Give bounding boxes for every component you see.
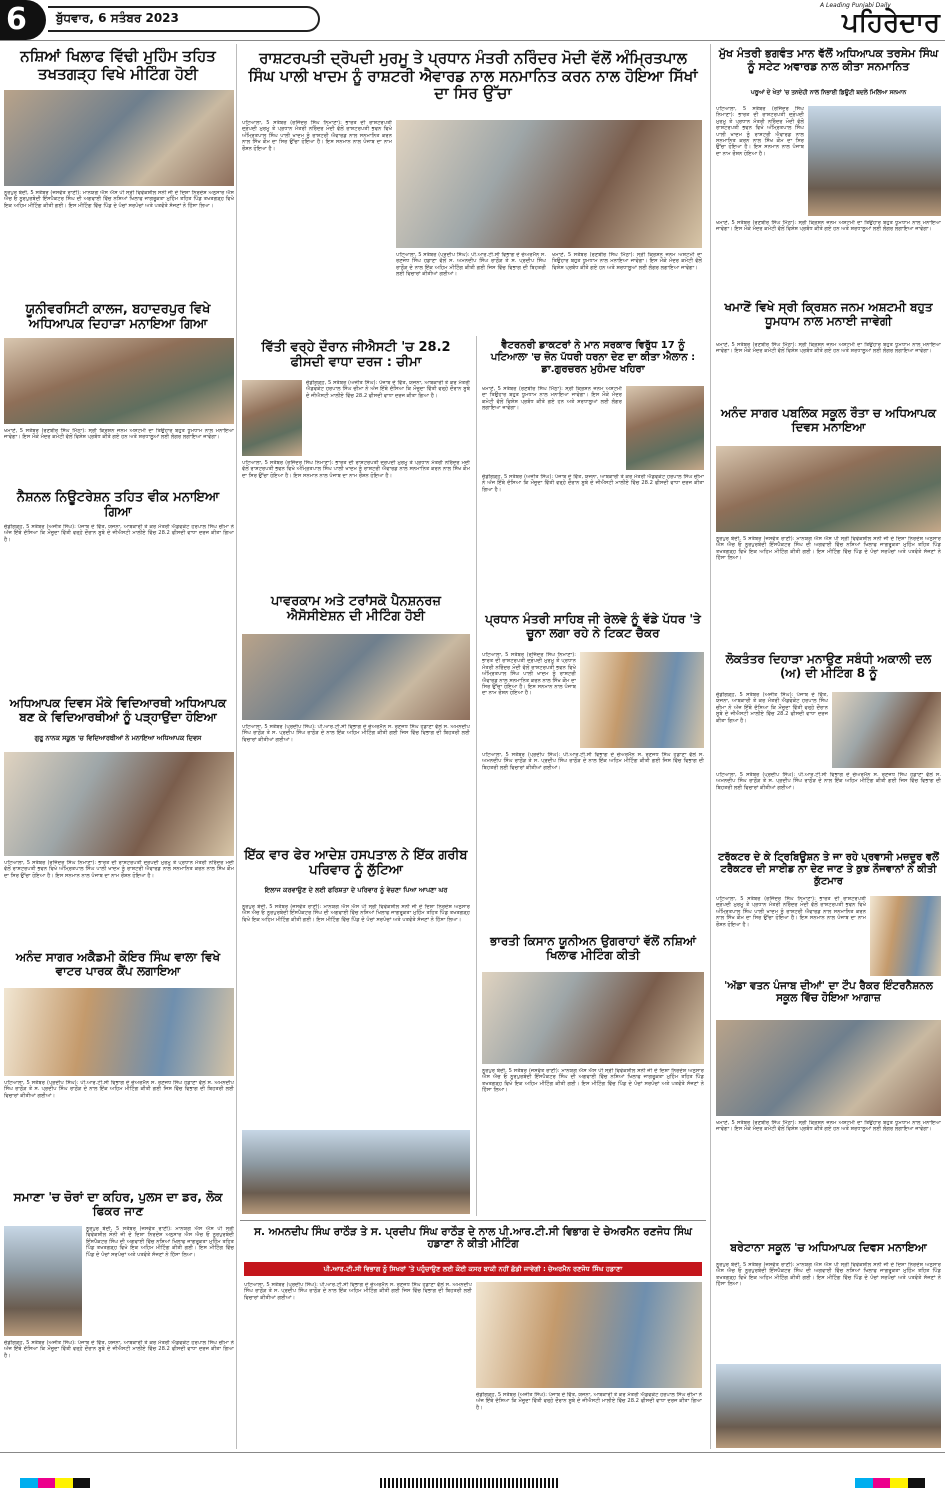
footer: [0, 1452, 945, 1507]
bottom-text-col-1: ਪਟਿਆਲਾ, 5 ਸਤੰਬਰ (ਪ੍ਰਦੀਪ ਸਿੰਘ): ਪੀ.ਆਰ.ਟੀ.ਸੀ ਵਿਭਾਗ ਦੇ ਚੇਅਰਮੈਨ ਸ. ਰਣਜੋਧ ਸਿੰਘ ਹਡਾਣਾ ਵੱਲੋਂ ਸ. ਅਮਨਦੀਪ ਸਿੰਘ ਰਾਠੌੜ ਤੇ ਸ. ਪ੍ਰਦੀਪ ਸਿੰਘ ਰਾਠੌੜ ਦੇ ਨਾਲ ਇੱਕ ਅਹਿਮ ਮੀਟਿੰਗ ਕੀਤੀ ਗਈ ਜਿਸ ਵਿੱਚ ਵਿਭਾਗ ਦੀ ਬਿਹਤਰੀ ਲਈ ਵਿਚਾਰਾਂ ਕੀਤੀਆਂ ਗਈਆਂ।: [244, 1282, 472, 1301]
masthead-rule: [0, 40, 945, 41]
article-right-2-headline: ਖਮਾਣੋਂ ਵਿਖੇ ਸ੍ਰੀ ਕ੍ਰਿਸ਼ਨ ਜਨਮ ਅਸ਼ਟਮੀ ਬਹੁਤ ਧੂਮਧਾਮ ਨਾਲ ਮਨਾਈ ਜਾਵੇਗੀ: [724, 300, 933, 329]
article-mid-3-photo: [242, 1130, 470, 1214]
article-right-5-headline: ਟਰੱਕਟਰ ਦੇ ਕੇ ਟ੍ਰਿਬਿਊਸ਼ਨ ਤੇ ਜਾ ਰਹੇ ਪ੍ਰਵਾਸੀ ਮਜ਼ਦੂਰ ਵਲੋਂ ਟਰੈਕਟਰ ਦੀ ਸਾਈਡ ਨਾ ਦੇਣ ਜਾਣ ਤੇ ਕੁਝ ਨੌਜਵਾਨਾਂ ਨੇ ਕੀਤੀ ਕੁੱਟਮਾਰ: [718, 852, 939, 887]
article-c2-1-text-b: ਚੰਡੀਗੜ੍ਹ, 5 ਸਤੰਬਰ (ਅਜੀਤ ਸਿੰਘ): ਪੰਜਾਬ ਦੇ ਵਿੱਤ, ਯੋਜਨਾ, ਆਬਕਾਰੀ ਤੇ ਕਰ ਮੰਤਰੀ ਐਡਵੋਕੇਟ ਹਰਪਾਲ ਸਿੰਘ ਚੀਮਾ ਨੇ ਅੱਜ ਇੱਥੇ ਦੱਸਿਆ ਕਿ ਮੌਜੂਦਾ ਵਿੱਤੀ ਵਰ੍ਹੇ ਦੌਰਾਨ ਸੂਬੇ ਦੇ ਜੀਐਸਟੀ ਮਾਲੀਏ ਵਿੱਚ 28.2 ਫੀਸਦੀ ਵਾਧਾ ਦਰਜ ਕੀਤਾ ਗਿਆ ਹੈ।: [482, 474, 704, 493]
left-column: [2, 44, 234, 1449]
article-right-3-headline: ਅਨੰਦ ਸਾਗਰ ਪਬਲਿਕ ਸਕੂਲ ਰੌਤਾ ਚ ਅਧਿਆਪਕ ਦਿਵਸ ਮਨਾਇਆ: [720, 406, 937, 435]
masthead: [0, 0, 945, 42]
article-mid-1-text: ਚੰਡੀਗੜ੍ਹ, 5 ਸਤੰਬਰ (ਅਜੀਤ ਸਿੰਘ): ਪੰਜਾਬ ਦੇ ਵਿੱਤ, ਯੋਜਨਾ, ਆਬਕਾਰੀ ਤੇ ਕਰ ਮੰਤਰੀ ਐਡਵੋਕੇਟ ਹਰਪਾਲ ਸਿੰਘ ਚੀਮਾ ਨੇ ਅੱਜ ਇੱਥੇ ਦੱਸਿਆ ਕਿ ਮੌਜੂਦਾ ਵਿੱਤੀ ਵਰ੍ਹੇ ਦੌਰਾਨ ਸੂਬੇ ਦੇ ਜੀਐਸਟੀ ਮਾਲੀਏ ਵਿੱਚ 28.2 ਫੀਸਦੀ ਵਾਧਾ ਦਰਜ ਕੀਤਾ ਗਿਆ ਹੈ।: [306, 380, 470, 399]
lead-text-col-1: ਪਟਿਆਲਾ, 5 ਸਤੰਬਰ (ਰਜਿੰਦਰ ਸਿੰਘ ਨਿਮਾਣਾ): ਭਾਰਤ ਦੀ ਰਾਸ਼ਟਰਪਤੀ ਦ੍ਰੋਪਦੀ ਮੁਰਮੂ ਤੇ ਪ੍ਰਧਾਨ ਮੰਤਰੀ ਨਰਿੰਦਰ ਮੋਦੀ ਵੱਲੋਂ ਰਾਸ਼ਟਰਪਤੀ ਭਵਨ ਵਿਖੇ ਅੰਮ੍ਰਿਤਪਾਲ ਸਿੰਘ ਪਾਲੀ ਖਾਦਮ ਨੂੰ ਰਾਸ਼ਟਰੀ ਐਵਾਰਡ ਨਾਲ ਸਨਮਾਨਿਤ ਕਰਨ ਨਾਲ ਸਿੱਖ ਕੌਮ ਦਾ ਸਿਰ ਉੱਚਾ ਹੋਇਆ ਹੈ। ਇਸ ਸਨਮਾਨ ਨਾਲ ਪੰਜਾਬ ਦਾ ਨਾਮ ਰੌਸ਼ਨ ਹੋਇਆ ਹੈ।: [242, 120, 392, 152]
article-right-5-photo: [870, 896, 941, 976]
article-left-5-photo: [4, 988, 234, 1076]
column-rule-1: [236, 44, 237, 1449]
article-left-6-text: ਚੰਡੀਗੜ੍ਹ, 5 ਸਤੰਬਰ (ਅਜੀਤ ਸਿੰਘ): ਪੰਜਾਬ ਦੇ ਵਿੱਤ, ਯੋਜਨਾ, ਆਬਕਾਰੀ ਤੇ ਕਰ ਮੰਤਰੀ ਐਡਵੋਕੇਟ ਹਰਪਾਲ ਸਿੰਘ ਚੀਮਾ ਨੇ ਅੱਜ ਇੱਥੇ ਦੱਸਿਆ ਕਿ ਮੌਜੂਦਾ ਵਿੱਤੀ ਵਰ੍ਹੇ ਦੌਰਾਨ ਸੂਬੇ ਦੇ ਜੀਐਸਟੀ ਮਾਲੀਏ ਵਿੱਚ 28.2 ਫੀਸਦੀ ਵਾਧਾ ਦਰਜ ਕੀਤਾ ਗਿਆ ਹੈ।: [4, 1340, 234, 1359]
color-registration-left: [20, 1478, 90, 1488]
issue-date: ਬੁੱਧਵਾਰ, 6 ਸਤੰਬਰ 2023: [56, 11, 179, 25]
article-mid-2-headline: ਪਾਵਰਕਾਮ ਅਤੇ ਟਰਾਂਸਕੋ ਪੈਨਸ਼ਨਰਜ਼ ਐਸੋਸੀਏਸ਼ਨ ਦੀ ਮੀਟਿੰਗ ਹੋਈ: [271, 594, 441, 625]
article-mid-2-text: ਪਟਿਆਲਾ, 5 ਸਤੰਬਰ (ਪ੍ਰਦੀਪ ਸਿੰਘ): ਪੀ.ਆਰ.ਟੀ.ਸੀ ਵਿਭਾਗ ਦੇ ਚੇਅਰਮੈਨ ਸ. ਰਣਜੋਧ ਸਿੰਘ ਹਡਾਣਾ ਵੱਲੋਂ ਸ. ਅਮਨਦੀਪ ਸਿੰਘ ਰਾਠੌੜ ਤੇ ਸ. ਪ੍ਰਦੀਪ ਸਿੰਘ ਰਾਠੌੜ ਦੇ ਨਾਲ ਇੱਕ ਅਹਿਮ ਮੀਟਿੰਗ ਕੀਤੀ ਗਈ ਜਿਸ ਵਿੱਚ ਵਿਭਾਗ ਦੀ ਬਿਹਤਰੀ ਲਈ ਵਿਚਾਰਾਂ ਕੀਤੀਆਂ ਗਈਆਂ।: [242, 724, 470, 743]
article-left-4-headline: ਅਧਿਆਪਕ ਦਿਵਸ ਮੌਕੇ ਵਿਦਿਆਰਥੀ ਅਧਿਆਪਕ ਬਣ ਕੇ ਵਿਦਿਆਰਥੀਆਂ ਨੂੰ ਪੜ੍ਹਾਉਂਦਾ ਹੋਇਆ: [9, 696, 227, 725]
article-right-1-photo: [808, 106, 941, 216]
paper-name: ਪਹਿਰੇਦਾਰ: [842, 8, 940, 38]
article-right-1-text-b: ਖਮਾਣੋਂ, 5 ਸਤੰਬਰ (ਰਣਬੀਰ ਸਿੰਘ ਮਿੱਠਾ): ਸ੍ਰੀ ਕ੍ਰਿਸ਼ਨ ਜਨਮ ਅਸ਼ਟਮੀ ਦਾ ਤਿਉਹਾਰ ਬਹੁਤ ਧੂਮਧਾਮ ਨਾਲ ਮਨਾਇਆ ਜਾਵੇਗਾ। ਇਸ ਮੌਕੇ ਮੰਦਰ ਕਮੇਟੀ ਵੱਲੋਂ ਵਿਸ਼ੇਸ਼ ਪ੍ਰਬੰਧ ਕੀਤੇ ਗਏ ਹਨ ਅਤੇ ਸ਼ਰਧਾਲੂਆਂ ਲਈ ਲੰਗਰ ਲਗਾਇਆ ਜਾਵੇਗਾ।: [716, 220, 941, 233]
article-left-3-headline: ਨੈਸ਼ਨਲ ਨਿਊਟਰੇਸ਼ਨ ਤਹਿਤ ਵੀਕ ਮਨਾਇਆ ਗਿਆ: [16, 490, 220, 521]
article-right-3-photo: [716, 446, 941, 532]
bottom-subhead: ਪੀ.ਆਰ.ਟੀ.ਸੀ ਵਿਭਾਗ ਨੂੰ ਸਿਖਰਾਂ 'ਤੇ ਪਹੁੰਚਾਉਣ ਲਈ ਕੋਈ ਕਸਰ ਬਾਕੀ ਨਹੀਂ ਛੱਡੀ ਜਾਵੇਗੀ : ਚੇਅਰਮੈਨ ਰਣਜੋਧ ਸਿੰਘ ਹਡਾਣਾ: [323, 1265, 623, 1273]
article-right-3-text: ਨੂਰਪੁਰ ਬੇਦੀ, 5 ਸਤੰਬਰ (ਜਸਵੰਤ ਰਾਣੀ): ਮਾਨਯੋਗ ਐਸ ਐਸ ਪੀ ਸ੍ਰੀ ਵਿਵੇਕਸ਼ੀਲ ਸੋਨੀ ਜੀ ਦੇ ਦਿਸ਼ਾ ਨਿਰਦੇਸ਼ ਅਨੁਸਾਰ ਐਸ ਐਚ ਓ ਨੂਰਪੁਰਬੇਦੀ ਇੰਸਪੈਕਟਰ ਸਿੰਘ ਦੀ ਅਗਵਾਈ ਵਿੱਚ ਨਸ਼ਿਆਂ ਖਿਲਾਫ ਜਾਗਰੂਕਤਾ ਮੁਹਿੰਮ ਤਹਿਤ ਪਿੰਡ ਤਖਤਗੜ੍ਹ ਵਿਖੇ ਇਕ ਅਹਿਮ ਮੀਟਿੰਗ ਕੀਤੀ ਗਈ। ਇਸ ਮੀਟਿੰਗ ਵਿੱਚ ਪਿੰਡ ਦੇ ਪੰਚਾਂ ਸਰਪੰਚਾਂ ਅਤੇ ਪਤਵੰਤੇ ਸੱਜਣਾਂ ਨੇ ਹਿੱਸਾ ਲਿਆ।: [716, 536, 941, 562]
article-c2-2-photo: [580, 652, 704, 748]
article-c2-1-headline: ਵੈਟਰਨਰੀ ਡਾਕਟਰਾਂ ਨੇ ਮਾਨ ਸਰਕਾਰ ਵਿਰੁੱਧ 17 ਨੂੰ ਪਟਿਆਲਾ 'ਚ ਜ਼ੋਨ ਪੱਧਰੀ ਧਰਨਾ ਦੇਣ ਦਾ ਕੀਤਾ ਐਲਾਨ : ਡਾ.ਗੁਰਚਰਨ ਮੁਹੰਮਦ ਖਹਿਰਾ: [490, 340, 696, 375]
article-left-4-photo: [4, 752, 234, 856]
lead-story: [240, 44, 706, 332]
article-mid-1-photo: [242, 380, 302, 456]
article-mid-3-text: ਨੂਰਪੁਰ ਬੇਦੀ, 5 ਸਤੰਬਰ (ਜਸਵੰਤ ਰਾਣੀ): ਮਾਨਯੋਗ ਐਸ ਐਸ ਪੀ ਸ੍ਰੀ ਵਿਵੇਕਸ਼ੀਲ ਸੋਨੀ ਜੀ ਦੇ ਦਿਸ਼ਾ ਨਿਰਦੇਸ਼ ਅਨੁਸਾਰ ਐਸ ਐਚ ਓ ਨੂਰਪੁਰਬੇਦੀ ਇੰਸਪੈਕਟਰ ਸਿੰਘ ਦੀ ਅਗਵਾਈ ਵਿੱਚ ਨਸ਼ਿਆਂ ਖਿਲਾਫ ਜਾਗਰੂਕਤਾ ਮੁਹਿੰਮ ਤਹਿਤ ਪਿੰਡ ਤਖਤਗੜ੍ਹ ਵਿਖੇ ਇਕ ਅਹਿਮ ਮੀਟਿੰਗ ਕੀਤੀ ਗਈ। ਇਸ ਮੀਟਿੰਗ ਵਿੱਚ ਪਿੰਡ ਦੇ ਪੰਚਾਂ ਸਰਪੰਚਾਂ ਅਤੇ ਪਤਵੰਤੇ ਸੱਜਣਾਂ ਨੇ ਹਿੱਸਾ ਲਿਆ।: [242, 904, 470, 923]
article-c2-2-text: ਪਟਿਆਲਾ, 5 ਸਤੰਬਰ (ਰਜਿੰਦਰ ਸਿੰਘ ਨਿਮਾਣਾ): ਭਾਰਤ ਦੀ ਰਾਸ਼ਟਰਪਤੀ ਦ੍ਰੋਪਦੀ ਮੁਰਮੂ ਤੇ ਪ੍ਰਧਾਨ ਮੰਤਰੀ ਨਰਿੰਦਰ ਮੋਦੀ ਵੱਲੋਂ ਰਾਸ਼ਟਰਪਤੀ ਭਵਨ ਵਿਖੇ ਅੰਮ੍ਰਿਤਪਾਲ ਸਿੰਘ ਪਾਲੀ ਖਾਦਮ ਨੂੰ ਰਾਸ਼ਟਰੀ ਐਵਾਰਡ ਨਾਲ ਸਨਮਾਨਿਤ ਕਰਨ ਨਾਲ ਸਿੱਖ ਕੌਮ ਦਾ ਸਿਰ ਉੱਚਾ ਹੋਇਆ ਹੈ। ਇਸ ਸਨਮਾਨ ਨਾਲ ਪੰਜਾਬ ਦਾ ਨਾਮ ਰੌਸ਼ਨ ਹੋਇਆ ਹੈ।: [482, 652, 576, 697]
lead-headline: ਰਾਸ਼ਟਰਪਤੀ ਦ੍ਰੋਪਦੀ ਮੁਰਮੂ ਤੇ ਪ੍ਰਧਾਨ ਮੰਤਰੀ ਨਰਿੰਦਰ ਮੋਦੀ ਵੱਲੋਂ ਅੰਮ੍ਰਿਤਪਾਲ ਸਿੰਘ ਪਾਲੀ ਖਾਦਮ ਨੂੰ ਰਾਸ਼ਟਰੀ ਐਵਾਰਡ ਨਾਲ ਸਨਮਾਨਿਤ ਕਰਨ ਨਾਲ ਹੋਇਆ ਸਿੱਖਾਂ ਦਾ ਸਿਰ ਉੱਚਾ: [248, 49, 698, 103]
article-right-2-text: ਖਮਾਣੋਂ, 5 ਸਤੰਬਰ (ਰਣਬੀਰ ਸਿੰਘ ਮਿੱਠਾ): ਸ੍ਰੀ ਕ੍ਰਿਸ਼ਨ ਜਨਮ ਅਸ਼ਟਮੀ ਦਾ ਤਿਉਹਾਰ ਬਹੁਤ ਧੂਮਧਾਮ ਨਾਲ ਮਨਾਇਆ ਜਾਵੇਗਾ। ਇਸ ਮੌਕੇ ਮੰਦਰ ਕਮੇਟੀ ਵੱਲੋਂ ਵਿਸ਼ੇਸ਼ ਪ੍ਰਬੰਧ ਕੀਤੇ ਗਏ ਹਨ ਅਤੇ ਸ਼ਰਧਾਲੂਆਂ ਲਈ ਲੰਗਰ ਲਗਾਇਆ ਜਾਵੇਗਾ।: [716, 342, 941, 355]
article-left-3-text: ਚੰਡੀਗੜ੍ਹ, 5 ਸਤੰਬਰ (ਅਜੀਤ ਸਿੰਘ): ਪੰਜਾਬ ਦੇ ਵਿੱਤ, ਯੋਜਨਾ, ਆਬਕਾਰੀ ਤੇ ਕਰ ਮੰਤਰੀ ਐਡਵੋਕੇਟ ਹਰਪਾਲ ਸਿੰਘ ਚੀਮਾ ਨੇ ਅੱਜ ਇੱਥੇ ਦੱਸਿਆ ਕਿ ਮੌਜੂਦਾ ਵਿੱਤੀ ਵਰ੍ਹੇ ਦੌਰਾਨ ਸੂਬੇ ਦੇ ਜੀਐਸਟੀ ਮਾਲੀਏ ਵਿੱਚ 28.2 ਫੀਸਦੀ ਵਾਧਾ ਦਰਜ ਕੀਤਾ ਗਿਆ ਹੈ।: [4, 524, 234, 543]
article-left-1-headline: ਨਸ਼ਿਆਂ ਖਿਲਾਫ ਵਿੱਢੀ ਮੁਹਿੰਮ ਤਹਿਤ ਤਖਤਗੜ੍ਹ ਵਿਖੇ ਮੀਟਿੰਗ ਹੋਈ: [20, 47, 216, 83]
article-c2-3-text: ਨੂਰਪੁਰ ਬੇਦੀ, 5 ਸਤੰਬਰ (ਜਸਵੰਤ ਰਾਣੀ): ਮਾਨਯੋਗ ਐਸ ਐਸ ਪੀ ਸ੍ਰੀ ਵਿਵੇਕਸ਼ੀਲ ਸੋਨੀ ਜੀ ਦੇ ਦਿਸ਼ਾ ਨਿਰਦੇਸ਼ ਅਨੁਸਾਰ ਐਸ ਐਚ ਓ ਨੂਰਪੁਰਬੇਦੀ ਇੰਸਪੈਕਟਰ ਸਿੰਘ ਦੀ ਅਗਵਾਈ ਵਿੱਚ ਨਸ਼ਿਆਂ ਖਿਲਾਫ ਜਾਗਰੂਕਤਾ ਮੁਹਿੰਮ ਤਹਿਤ ਪਿੰਡ ਤਖਤਗੜ੍ਹ ਵਿਖੇ ਇਕ ਅਹਿਮ ਮੀਟਿੰਗ ਕੀਤੀ ਗਈ। ਇਸ ਮੀਟਿੰਗ ਵਿੱਚ ਪਿੰਡ ਦੇ ਪੰਚਾਂ ਸਰਪੰਚਾਂ ਅਤੇ ਪਤਵੰਤੇ ਸੱਜਣਾਂ ਨੇ ਹਿੱਸਾ ਲਿਆ।: [482, 1068, 704, 1094]
article-left-4-subhead: ਗੁਰੂ ਨਾਨਕ ਸਕੂਲ 'ਚ ਵਿਦਿਆਰਥੀਆਂ ਨੇ ਮਨਾਇਆ ਅਧਿਆਪਕ ਦਿਵਸ: [34, 734, 202, 742]
article-left-5-text: ਪਟਿਆਲਾ, 5 ਸਤੰਬਰ (ਪ੍ਰਦੀਪ ਸਿੰਘ): ਪੀ.ਆਰ.ਟੀ.ਸੀ ਵਿਭਾਗ ਦੇ ਚੇਅਰਮੈਨ ਸ. ਰਣਜੋਧ ਸਿੰਘ ਹਡਾਣਾ ਵੱਲੋਂ ਸ. ਅਮਨਦੀਪ ਸਿੰਘ ਰਾਠੌੜ ਤੇ ਸ. ਪ੍ਰਦੀਪ ਸਿੰਘ ਰਾਠੌੜ ਦੇ ਨਾਲ ਇੱਕ ਅਹਿਮ ਮੀਟਿੰਗ ਕੀਤੀ ਗਈ ਜਿਸ ਵਿੱਚ ਵਿਭਾਗ ਦੀ ਬਿਹਤਰੀ ਲਈ ਵਿਚਾਰਾਂ ਕੀਤੀਆਂ ਗਈਆਂ।: [4, 1080, 234, 1099]
lead-text-col-2: ਪਟਿਆਲਾ, 5 ਸਤੰਬਰ (ਪ੍ਰਦੀਪ ਸਿੰਘ): ਪੀ.ਆਰ.ਟੀ.ਸੀ ਵਿਭਾਗ ਦੇ ਚੇਅਰਮੈਨ ਸ. ਰਣਜੋਧ ਸਿੰਘ ਹਡਾਣਾ ਵੱਲੋਂ ਸ. ਅਮਨਦੀਪ ਸਿੰਘ ਰਾਠੌੜ ਤੇ ਸ. ਪ੍ਰਦੀਪ ਸਿੰਘ ਰਾਠੌੜ ਦੇ ਨਾਲ ਇੱਕ ਅਹਿਮ ਮੀਟਿੰਗ ਕੀਤੀ ਗਈ ਜਿਸ ਵਿੱਚ ਵਿਭਾਗ ਦੀ ਬਿਹਤਰੀ ਲਈ ਵਿਚਾਰਾਂ ਕੀਤੀਆਂ ਗਈਆਂ।: [396, 252, 546, 278]
article-right-6-text: ਖਮਾਣੋਂ, 5 ਸਤੰਬਰ (ਰਣਬੀਰ ਸਿੰਘ ਮਿੱਠਾ): ਸ੍ਰੀ ਕ੍ਰਿਸ਼ਨ ਜਨਮ ਅਸ਼ਟਮੀ ਦਾ ਤਿਉਹਾਰ ਬਹੁਤ ਧੂਮਧਾਮ ਨਾਲ ਮਨਾਇਆ ਜਾਵੇਗਾ। ਇਸ ਮੌਕੇ ਮੰਦਰ ਕਮੇਟੀ ਵੱਲੋਂ ਵਿਸ਼ੇਸ਼ ਪ੍ਰਬੰਧ ਕੀਤੇ ਗਏ ਹਨ ਅਤੇ ਸ਼ਰਧਾਲੂਆਂ ਲਈ ਲੰਗਰ ਲਗਾਇਆ ਜਾਵੇਗਾ।: [716, 1120, 941, 1133]
article-c2-2-text-b: ਪਟਿਆਲਾ, 5 ਸਤੰਬਰ (ਪ੍ਰਦੀਪ ਸਿੰਘ): ਪੀ.ਆਰ.ਟੀ.ਸੀ ਵਿਭਾਗ ਦੇ ਚੇਅਰਮੈਨ ਸ. ਰਣਜੋਧ ਸਿੰਘ ਹਡਾਣਾ ਵੱਲੋਂ ਸ. ਅਮਨਦੀਪ ਸਿੰਘ ਰਾਠੌੜ ਤੇ ਸ. ਪ੍ਰਦੀਪ ਸਿੰਘ ਰਾਠੌੜ ਦੇ ਨਾਲ ਇੱਕ ਅਹਿਮ ਮੀਟਿੰਗ ਕੀਤੀ ਗਈ ਜਿਸ ਵਿੱਚ ਵਿਭਾਗ ਦੀ ਬਿਹਤਰੀ ਲਈ ਵਿਚਾਰਾਂ ਕੀਤੀਆਂ ਗਈਆਂ।: [482, 752, 704, 771]
tagline: A Leading Punjabi Daily: [820, 2, 891, 9]
footer-rule: [0, 1452, 945, 1453]
article-left-1-text: ਨੂਰਪੁਰ ਬੇਦੀ, 5 ਸਤੰਬਰ (ਜਸਵੰਤ ਰਾਣੀ): ਮਾਨਯੋਗ ਐਸ ਐਸ ਪੀ ਸ੍ਰੀ ਵਿਵੇਕਸ਼ੀਲ ਸੋਨੀ ਜੀ ਦੇ ਦਿਸ਼ਾ ਨਿਰਦੇਸ਼ ਅਨੁਸਾਰ ਐਸ ਐਚ ਓ ਨੂਰਪੁਰਬੇਦੀ ਇੰਸਪੈਕਟਰ ਸਿੰਘ ਦੀ ਅਗਵਾਈ ਵਿੱਚ ਨਸ਼ਿਆਂ ਖਿਲਾਫ ਜਾਗਰੂਕਤਾ ਮੁਹਿੰਮ ਤਹਿਤ ਪਿੰਡ ਤਖਤਗੜ੍ਹ ਵਿਖੇ ਇਕ ਅਹਿਮ ਮੀਟਿੰਗ ਕੀਤੀ ਗਈ। ਇਸ ਮੀਟਿੰਗ ਵਿੱਚ ਪਿੰਡ ਦੇ ਪੰਚਾਂ ਸਰਪੰਚਾਂ ਅਤੇ ਪਤਵੰਤੇ ਸੱਜਣਾਂ ਨੇ ਹਿੱਸਾ ਲਿਆ।: [4, 190, 234, 209]
article-c2-2-headline: ਪ੍ਰਧਾਨ ਮੰਤਰੀ ਸਾਹਿਬ ਜੀ ਰੇਲਵੇ ਨੂੰ ਵੱਡੇ ਪੱਧਰ 'ਤੇ ਚੂਨਾ ਲਗਾ ਰਹੇ ਨੇ ਟਿਕਟ ਚੈਕਰ: [485, 612, 701, 641]
right-column: [714, 44, 943, 1449]
registration-strip: [380, 1478, 560, 1488]
bottom-photo: [476, 1282, 702, 1388]
article-right-1-text: ਪਟਿਆਲਾ, 5 ਸਤੰਬਰ (ਰਜਿੰਦਰ ਸਿੰਘ ਨਿਮਾਣਾ): ਭਾਰਤ ਦੀ ਰਾਸ਼ਟਰਪਤੀ ਦ੍ਰੋਪਦੀ ਮੁਰਮੂ ਤੇ ਪ੍ਰਧਾਨ ਮੰਤਰੀ ਨਰਿੰਦਰ ਮੋਦੀ ਵੱਲੋਂ ਰਾਸ਼ਟਰਪਤੀ ਭਵਨ ਵਿਖੇ ਅੰਮ੍ਰਿਤਪਾਲ ਸਿੰਘ ਪਾਲੀ ਖਾਦਮ ਨੂੰ ਰਾਸ਼ਟਰੀ ਐਵਾਰਡ ਨਾਲ ਸਨਮਾਨਿਤ ਕਰਨ ਨਾਲ ਸਿੱਖ ਕੌਮ ਦਾ ਸਿਰ ਉੱਚਾ ਹੋਇਆ ਹੈ। ਇਸ ਸਨਮਾਨ ਨਾਲ ਪੰਜਾਬ ਦਾ ਨਾਮ ਰੌਸ਼ਨ ਹੋਇਆ ਹੈ।: [716, 106, 804, 157]
article-right-7-photo: [716, 1364, 941, 1448]
article-right-4-headline: ਲੋਕਤੰਤਰ ਦਿਹਾੜਾ ਮਨਾਉਣ ਸਬੰਧੀ ਅਕਾਲੀ ਦਲ (ਅ) ਦੀ ਮੀਟਿੰਗ 8 ਨੂੰ: [725, 652, 932, 681]
color-registration-right: [855, 1478, 925, 1488]
article-left-1-photo: [4, 90, 234, 186]
article-right-7-text: ਨੂਰਪੁਰ ਬੇਦੀ, 5 ਸਤੰਬਰ (ਜਸਵੰਤ ਰਾਣੀ): ਮਾਨਯੋਗ ਐਸ ਐਸ ਪੀ ਸ੍ਰੀ ਵਿਵੇਕਸ਼ੀਲ ਸੋਨੀ ਜੀ ਦੇ ਦਿਸ਼ਾ ਨਿਰਦੇਸ਼ ਅਨੁਸਾਰ ਐਸ ਐਚ ਓ ਨੂਰਪੁਰਬੇਦੀ ਇੰਸਪੈਕਟਰ ਸਿੰਘ ਦੀ ਅਗਵਾਈ ਵਿੱਚ ਨਸ਼ਿਆਂ ਖਿਲਾਫ ਜਾਗਰੂਕਤਾ ਮੁਹਿੰਮ ਤਹਿਤ ਪਿੰਡ ਤਖਤਗੜ੍ਹ ਵਿਖੇ ਇਕ ਅਹਿਮ ਮੀਟਿੰਗ ਕੀਤੀ ਗਈ। ਇਸ ਮੀਟਿੰਗ ਵਿੱਚ ਪਿੰਡ ਦੇ ਪੰਚਾਂ ਸਰਪੰਚਾਂ ਅਤੇ ਪਤਵੰਤੇ ਸੱਜਣਾਂ ਨੇ ਹਿੱਸਾ ਲਿਆ।: [716, 1262, 941, 1288]
article-right-4-text-b: ਪਟਿਆਲਾ, 5 ਸਤੰਬਰ (ਪ੍ਰਦੀਪ ਸਿੰਘ): ਪੀ.ਆਰ.ਟੀ.ਸੀ ਵਿਭਾਗ ਦੇ ਚੇਅਰਮੈਨ ਸ. ਰਣਜੋਧ ਸਿੰਘ ਹਡਾਣਾ ਵੱਲੋਂ ਸ. ਅਮਨਦੀਪ ਸਿੰਘ ਰਾਠੌੜ ਤੇ ਸ. ਪ੍ਰਦੀਪ ਸਿੰਘ ਰਾਠੌੜ ਦੇ ਨਾਲ ਇੱਕ ਅਹਿਮ ਮੀਟਿੰਗ ਕੀਤੀ ਗਈ ਜਿਸ ਵਿੱਚ ਵਿਭਾਗ ਦੀ ਬਿਹਤਰੀ ਲਈ ਵਿਚਾਰਾਂ ਕੀਤੀਆਂ ਗਈਆਂ।: [716, 772, 941, 791]
article-c2-1-photo: [626, 386, 704, 470]
bottom-headline: ਸ. ਅਮਨਦੀਪ ਸਿੰਘ ਰਾਠੌੜ ਤੇ ਸ. ਪ੍ਰਦੀਪ ਸਿੰਘ ਰਾਠੌੜ ਦੇ ਨਾਲ ਪੀ.ਆਰ.ਟੀ.ਸੀ ਵਿਭਾਗ ਦੇ ਚੇਅਰਮੈਨ ਰਣਜੋਧ ਸਿੰਘ ਹਡਾਣਾ ਨੇ ਕੀਤੀ ਮੀਟਿੰਗ: [254, 1226, 692, 1251]
article-right-6-headline: 'ਅੱਡਾ ਵਤਨ ਪੰਜਾਬ ਦੀਆਂ' ਦਾ ਟੌਪ ਰੈਕਰ ਇੰਟਰਨੈਸ਼ਨਲ ਸਕੂਲ ਵਿੱਚ ਹੋਇਆ ਆਗਾਜ਼: [724, 980, 933, 1005]
article-right-1-subhead: ਪਰੂਆਂ ਦੇ ਖੇਤਾਂ 'ਚ ਤਨਦੇਹੀ ਨਾਲ ਨਿਭਾਈ ਡਿਊਟੀ ਬਦਲੇ ਮਿਲਿਆ ਸਨਮਾਨ: [750, 90, 907, 96]
article-mid-3-subhead: ਇਲਾਜ ਕਰਵਾਉਣ ਦੇ ਲਈ ਫਰਿਸ਼ਤਾ ਦੇ ਪਰਿਵਾਰ ਨੂੰ ਵੇਚਣਾ ਪਿਆ ਆਪਣਾ ਘਰ: [264, 886, 448, 894]
article-c2-3-headline: ਭਾਰਤੀ ਕਿਸਾਨ ਯੂਨੀਅਨ ਉਗਰਾਹਾਂ ਵੱਲੋਂ ਨਸ਼ਿਆਂ ਖਿਲਾਫ ਮੀਟਿੰਗ ਕੀਤੀ: [490, 934, 696, 963]
article-mid-3-headline: ਇੱਕ ਵਾਰ ਫੇਰ ਆਦੇਸ਼ ਹਸਪਤਾਲ ਨੇ ਇੱਕ ਗਰੀਬ ਪਰਿਵਾਰ ਨੂੰ ਲੁੱਟਿਆ: [244, 848, 468, 879]
bottom-story-rule: [240, 1220, 706, 1221]
article-right-5-text: ਪਟਿਆਲਾ, 5 ਸਤੰਬਰ (ਰਜਿੰਦਰ ਸਿੰਘ ਨਿਮਾਣਾ): ਭਾਰਤ ਦੀ ਰਾਸ਼ਟਰਪਤੀ ਦ੍ਰੋਪਦੀ ਮੁਰਮੂ ਤੇ ਪ੍ਰਧਾਨ ਮੰਤਰੀ ਨਰਿੰਦਰ ਮੋਦੀ ਵੱਲੋਂ ਰਾਸ਼ਟਰਪਤੀ ਭਵਨ ਵਿਖੇ ਅੰਮ੍ਰਿਤਪਾਲ ਸਿੰਘ ਪਾਲੀ ਖਾਦਮ ਨੂੰ ਰਾਸ਼ਟਰੀ ਐਵਾਰਡ ਨਾਲ ਸਨਮਾਨਿਤ ਕਰਨ ਨਾਲ ਸਿੱਖ ਕੌਮ ਦਾ ਸਿਰ ਉੱਚਾ ਹੋਇਆ ਹੈ। ਇਸ ਸਨਮਾਨ ਨਾਲ ਪੰਜਾਬ ਦਾ ਨਾਮ ਰੌਸ਼ਨ ਹੋਇਆ ਹੈ।: [716, 896, 866, 928]
article-left-2-headline: ਯੂਨੀਵਰਸਿਟੀ ਕਾਲਜ, ਬਹਾਦਰਪੁਰ ਵਿਖੇ ਅਧਿਆਪਕ ਦਿਹਾੜਾ ਮਨਾਇਆ ਗਿਆ: [25, 302, 211, 333]
article-right-7-headline: ਬਰੇਟਾਨਾ ਸਕੂਲ 'ਚ ਅਧਿਆਪਕ ਦਿਵਸ ਮਨਾਇਆ: [730, 1241, 927, 1254]
center-column-a: [240, 336, 472, 1216]
article-left-2-text: ਖਮਾਣੋਂ, 5 ਸਤੰਬਰ (ਰਣਬੀਰ ਸਿੰਘ ਮਿੱਠਾ): ਸ੍ਰੀ ਕ੍ਰਿਸ਼ਨ ਜਨਮ ਅਸ਼ਟਮੀ ਦਾ ਤਿਉਹਾਰ ਬਹੁਤ ਧੂਮਧਾਮ ਨਾਲ ਮਨਾਇਆ ਜਾਵੇਗਾ। ਇਸ ਮੌਕੇ ਮੰਦਰ ਕਮੇਟੀ ਵੱਲੋਂ ਵਿਸ਼ੇਸ਼ ਪ੍ਰਬੰਧ ਕੀਤੇ ਗਏ ਹਨ ਅਤੇ ਸ਼ਰਧਾਲੂਆਂ ਲਈ ਲੰਗਰ ਲਗਾਇਆ ਜਾਵੇਗਾ।: [4, 428, 234, 441]
article-mid-2-photo: [242, 634, 470, 720]
column-rule-3: [710, 44, 711, 1449]
article-left-5-headline: ਅਨੰਦ ਸਾਗਰ ਅਕੈਡਮੀ ਕੋਇਰ ਸਿੰਘ ਵਾਲਾ ਵਿਖੇ ਵਾਟਰ ਪਾਰਕ ਕੈਂਪ ਲਗਾਇਆ: [15, 950, 221, 979]
article-left-6-photo: [4, 1226, 82, 1336]
article-right-6-photo: [716, 1020, 941, 1116]
column-rule-2: [476, 336, 477, 1216]
article-right-1-headline: ਮੁੱਖ ਮੰਤਰੀ ਭਗਵੰਤ ਮਾਨ ਵੱਲੋਂ ਅਧਿਆਪਕ ਤਰਸੇਮ ਸਿੰਘ ਨੂੰ ਸਟੇਟ ਅਵਾਰਡ ਨਾਲ ਕੀਤਾ ਸਨਮਾਨਿਤ: [718, 47, 939, 73]
bottom-story: [240, 1220, 706, 1448]
bottom-text-col-2: ਚੰਡੀਗੜ੍ਹ, 5 ਸਤੰਬਰ (ਅਜੀਤ ਸਿੰਘ): ਪੰਜਾਬ ਦੇ ਵਿੱਤ, ਯੋਜਨਾ, ਆਬਕਾਰੀ ਤੇ ਕਰ ਮੰਤਰੀ ਐਡਵੋਕੇਟ ਹਰਪਾਲ ਸਿੰਘ ਚੀਮਾ ਨੇ ਅੱਜ ਇੱਥੇ ਦੱਸਿਆ ਕਿ ਮੌਜੂਦਾ ਵਿੱਤੀ ਵਰ੍ਹੇ ਦੌਰਾਨ ਸੂਬੇ ਦੇ ਜੀਐਸਟੀ ਮਾਲੀਏ ਵਿੱਚ 28.2 ਫੀਸਦੀ ਵਾਧਾ ਦਰਜ ਕੀਤਾ ਗਿਆ ਹੈ।: [476, 1392, 702, 1411]
article-left-4-text: ਪਟਿਆਲਾ, 5 ਸਤੰਬਰ (ਰਜਿੰਦਰ ਸਿੰਘ ਨਿਮਾਣਾ): ਭਾਰਤ ਦੀ ਰਾਸ਼ਟਰਪਤੀ ਦ੍ਰੋਪਦੀ ਮੁਰਮੂ ਤੇ ਪ੍ਰਧਾਨ ਮੰਤਰੀ ਨਰਿੰਦਰ ਮੋਦੀ ਵੱਲੋਂ ਰਾਸ਼ਟਰਪਤੀ ਭਵਨ ਵਿਖੇ ਅੰਮ੍ਰਿਤਪਾਲ ਸਿੰਘ ਪਾਲੀ ਖਾਦਮ ਨੂੰ ਰਾਸ਼ਟਰੀ ਐਵਾਰਡ ਨਾਲ ਸਨਮਾਨਿਤ ਕਰਨ ਨਾਲ ਸਿੱਖ ਕੌਮ ਦਾ ਸਿਰ ਉੱਚਾ ਹੋਇਆ ਹੈ। ਇਸ ਸਨਮਾਨ ਨਾਲ ਪੰਜਾਬ ਦਾ ਨਾਮ ਰੌਸ਼ਨ ਹੋਇਆ ਹੈ।: [4, 860, 234, 879]
center-column-b: [480, 336, 706, 1216]
article-right-4-photo: [832, 692, 941, 768]
article-right-4-text: ਚੰਡੀਗੜ੍ਹ, 5 ਸਤੰਬਰ (ਅਜੀਤ ਸਿੰਘ): ਪੰਜਾਬ ਦੇ ਵਿੱਤ, ਯੋਜਨਾ, ਆਬਕਾਰੀ ਤੇ ਕਰ ਮੰਤਰੀ ਐਡਵੋਕੇਟ ਹਰਪਾਲ ਸਿੰਘ ਚੀਮਾ ਨੇ ਅੱਜ ਇੱਥੇ ਦੱਸਿਆ ਕਿ ਮੌਜੂਦਾ ਵਿੱਤੀ ਵਰ੍ਹੇ ਦੌਰਾਨ ਸੂਬੇ ਦੇ ਜੀਐਸਟੀ ਮਾਲੀਏ ਵਿੱਚ 28.2 ਫੀਸਦੀ ਵਾਧਾ ਦਰਜ ਕੀਤਾ ਗਿਆ ਹੈ।: [716, 692, 828, 724]
article-mid-1-headline: ਵਿੱਤੀ ਵਰ੍ਹੇ ਦੌਰਾਨ ਜੀਐਸਟੀ 'ਚ 28.2 ਫੀਸਦੀ ਵਾਧਾ ਦਰਜ : ਚੀਮਾ: [261, 340, 451, 371]
lead-photo: [396, 120, 702, 248]
article-c2-3-photo: [482, 972, 704, 1064]
article-left-6-headline: ਸਮਾਣਾ 'ਚ ਚੋਰਾਂ ਦਾ ਕਹਿਰ, ਪੁਲਸ ਦਾ ਡਰ, ਲੋਕ ਫਿਕਰ ਜਾਣ: [13, 1190, 223, 1219]
article-c2-1-text: ਖਮਾਣੋਂ, 5 ਸਤੰਬਰ (ਰਣਬੀਰ ਸਿੰਘ ਮਿੱਠਾ): ਸ੍ਰੀ ਕ੍ਰਿਸ਼ਨ ਜਨਮ ਅਸ਼ਟਮੀ ਦਾ ਤਿਉਹਾਰ ਬਹੁਤ ਧੂਮਧਾਮ ਨਾਲ ਮਨਾਇਆ ਜਾਵੇਗਾ। ਇਸ ਮੌਕੇ ਮੰਦਰ ਕਮੇਟੀ ਵੱਲੋਂ ਵਿਸ਼ੇਸ਼ ਪ੍ਰਬੰਧ ਕੀਤੇ ਗਏ ਹਨ ਅਤੇ ਸ਼ਰਧਾਲੂਆਂ ਲਈ ਲੰਗਰ ਲਗਾਇਆ ਜਾਵੇਗਾ।: [482, 386, 622, 412]
article-left-2-photo: [4, 338, 234, 424]
lead-text-col-3: ਖਮਾਣੋਂ, 5 ਸਤੰਬਰ (ਰਣਬੀਰ ਸਿੰਘ ਮਿੱਠਾ): ਸ੍ਰੀ ਕ੍ਰਿਸ਼ਨ ਜਨਮ ਅਸ਼ਟਮੀ ਦਾ ਤਿਉਹਾਰ ਬਹੁਤ ਧੂਮਧਾਮ ਨਾਲ ਮਨਾਇਆ ਜਾਵੇਗਾ। ਇਸ ਮੌਕੇ ਮੰਦਰ ਕਮੇਟੀ ਵੱਲੋਂ ਵਿਸ਼ੇਸ਼ ਪ੍ਰਬੰਧ ਕੀਤੇ ਗਏ ਹਨ ਅਤੇ ਸ਼ਰਧਾਲੂਆਂ ਲਈ ਲੰਗਰ ਲਗਾਇਆ ਜਾਵੇਗਾ।: [552, 252, 702, 271]
article-left-6-text-side: ਨੂਰਪੁਰ ਬੇਦੀ, 5 ਸਤੰਬਰ (ਜਸਵੰਤ ਰਾਣੀ): ਮਾਨਯੋਗ ਐਸ ਐਸ ਪੀ ਸ੍ਰੀ ਵਿਵੇਕਸ਼ੀਲ ਸੋਨੀ ਜੀ ਦੇ ਦਿਸ਼ਾ ਨਿਰਦੇਸ਼ ਅਨੁਸਾਰ ਐਸ ਐਚ ਓ ਨੂਰਪੁਰਬੇਦੀ ਇੰਸਪੈਕਟਰ ਸਿੰਘ ਦੀ ਅਗਵਾਈ ਵਿੱਚ ਨਸ਼ਿਆਂ ਖਿਲਾਫ ਜਾਗਰੂਕਤਾ ਮੁਹਿੰਮ ਤਹਿਤ ਪਿੰਡ ਤਖਤਗੜ੍ਹ ਵਿਖੇ ਇਕ ਅਹਿਮ ਮੀਟਿੰਗ ਕੀਤੀ ਗਈ। ਇਸ ਮੀਟਿੰਗ ਵਿੱਚ ਪਿੰਡ ਦੇ ਪੰਚਾਂ ਸਰਪੰਚਾਂ ਅਤੇ ਪਤਵੰਤੇ ਸੱਜਣਾਂ ਨੇ ਹਿੱਸਾ ਲਿਆ।: [86, 1226, 234, 1258]
article-mid-1-text-b: ਪਟਿਆਲਾ, 5 ਸਤੰਬਰ (ਰਜਿੰਦਰ ਸਿੰਘ ਨਿਮਾਣਾ): ਭਾਰਤ ਦੀ ਰਾਸ਼ਟਰਪਤੀ ਦ੍ਰੋਪਦੀ ਮੁਰਮੂ ਤੇ ਪ੍ਰਧਾਨ ਮੰਤਰੀ ਨਰਿੰਦਰ ਮੋਦੀ ਵੱਲੋਂ ਰਾਸ਼ਟਰਪਤੀ ਭਵਨ ਵਿਖੇ ਅੰਮ੍ਰਿਤਪਾਲ ਸਿੰਘ ਪਾਲੀ ਖਾਦਮ ਨੂੰ ਰਾਸ਼ਟਰੀ ਐਵਾਰਡ ਨਾਲ ਸਨਮਾਨਿਤ ਕਰਨ ਨਾਲ ਸਿੱਖ ਕੌਮ ਦਾ ਸਿਰ ਉੱਚਾ ਹੋਇਆ ਹੈ। ਇਸ ਸਨਮਾਨ ਨਾਲ ਪੰਜਾਬ ਦਾ ਨਾਮ ਰੌਸ਼ਨ ਹੋਇਆ ਹੈ।: [242, 460, 470, 479]
page-number: 6: [6, 2, 27, 37]
